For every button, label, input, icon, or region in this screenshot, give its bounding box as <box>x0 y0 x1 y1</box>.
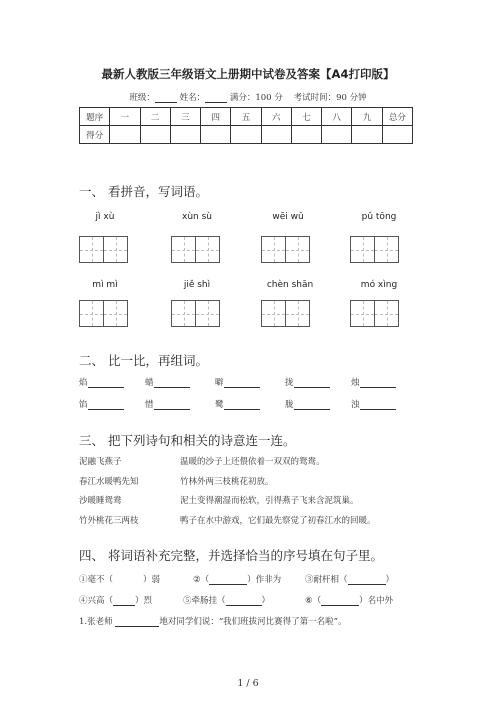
writing-grid[interactable] <box>261 300 286 327</box>
poem-meaning[interactable]: 温暖的沙子上还偎依着一双双的鸳鸯。 <box>180 457 325 467</box>
writing-grid[interactable] <box>261 236 286 263</box>
class-blank <box>155 93 177 103</box>
compare-char: 噼 <box>215 378 224 388</box>
compare-item <box>351 376 396 388</box>
answer-blank[interactable] <box>294 378 330 388</box>
writing-grid[interactable] <box>195 300 220 327</box>
section1-heading: 一、 看拼音，写词语。 <box>79 184 208 199</box>
compare-char: 浊 <box>351 400 360 410</box>
writing-grid[interactable] <box>285 236 310 263</box>
score-input-cell[interactable] <box>201 126 231 144</box>
idiom-text: ⑥（ <box>305 596 322 606</box>
score-input-cell[interactable] <box>231 126 261 144</box>
score-header-row <box>80 108 413 126</box>
sentence-text: 1.张老师 <box>79 617 113 627</box>
compare-item <box>351 398 396 410</box>
writing-grid[interactable] <box>79 236 104 263</box>
pinyin-label: pǔ tōng <box>361 212 397 222</box>
section2-heading: 二、 比一比，再组词。 <box>79 353 208 368</box>
pinyin-label: jiě shì <box>183 280 211 290</box>
page-number: 1 / 6 <box>237 678 259 689</box>
score-input-cell[interactable] <box>291 126 321 144</box>
writing-grid[interactable] <box>171 236 196 263</box>
idiom-text: ）作非为 <box>247 575 282 585</box>
idiom-row <box>305 594 393 606</box>
writing-grid[interactable] <box>103 300 128 327</box>
idiom-row <box>193 573 281 585</box>
score-value-row <box>80 126 413 144</box>
writing-grid[interactable] <box>350 236 375 263</box>
score-cell: 九 <box>352 108 382 126</box>
writing-grid[interactable] <box>350 300 375 327</box>
time-label: 考试时间：90 分钟 <box>293 93 367 103</box>
score-cell: 一 <box>110 108 140 126</box>
idiom-row <box>79 573 160 585</box>
score-cell: 题序 <box>80 108 110 126</box>
idiom-text: ⑤牵肠挂（ <box>183 596 226 606</box>
name-blank <box>205 93 227 103</box>
score-input-cell[interactable] <box>352 126 382 144</box>
compare-char: 惜 <box>145 400 154 410</box>
compare-item <box>79 398 124 410</box>
compare-item <box>79 376 124 388</box>
compare-item <box>215 398 260 410</box>
idiom-blank[interactable] <box>209 575 247 585</box>
poem-line[interactable]: 春江水暖鸭先知 <box>79 477 139 487</box>
poem-meaning[interactable]: 泥土变得潮湿而松软，引得燕子飞来含泥筑巢。 <box>180 496 359 506</box>
compare-char: 焰 <box>79 378 88 388</box>
exam-info <box>0 91 496 103</box>
answer-blank[interactable] <box>224 378 260 388</box>
idiom-blank[interactable] <box>226 596 262 606</box>
writing-grid[interactable] <box>285 300 310 327</box>
score-cell: 二 <box>140 108 170 126</box>
compare-char: 馅 <box>79 400 88 410</box>
idiom-text: ②（ <box>193 575 210 585</box>
score-cell: 八 <box>322 108 352 126</box>
compare-char: 烛 <box>351 378 360 388</box>
idiom-text: ） <box>261 596 271 606</box>
idiom-row <box>183 594 270 606</box>
score-row-label: 得分 <box>80 126 110 144</box>
answer-blank[interactable] <box>154 400 190 410</box>
idiom-blank[interactable] <box>113 596 135 606</box>
section3-heading: 三、 把下列诗句和相关的诗意连一连。 <box>79 433 296 448</box>
pinyin-label: xùn sù <box>182 212 212 222</box>
compare-char: 蜡 <box>145 378 154 388</box>
answer-blank[interactable] <box>88 400 124 410</box>
pinyin-label: chèn shān <box>266 280 314 290</box>
idiom-text: ）弱 <box>143 575 161 585</box>
score-input-cell[interactable] <box>140 126 170 144</box>
score-label: 满分：100 分 <box>229 93 283 103</box>
compare-char: 拢 <box>285 378 294 388</box>
pinyin-label: mó xìng <box>360 280 398 290</box>
score-input-cell[interactable] <box>170 126 200 144</box>
sentence-1 <box>79 615 347 627</box>
answer-blank[interactable] <box>294 400 330 410</box>
pinyin-label: wēi wǔ <box>272 212 304 222</box>
idiom-text: ④兴高（ <box>79 596 114 606</box>
compare-item <box>285 376 330 388</box>
poem-line[interactable]: 泥融飞燕子 <box>79 457 122 467</box>
sentence-text: 地对同学们说：“我们班拔河比赛得了第一名啦”。 <box>159 617 347 627</box>
poem-line[interactable]: 沙暖睡鸳鸯 <box>79 496 122 506</box>
score-cell: 七 <box>291 108 321 126</box>
idiom-blank[interactable] <box>321 596 359 606</box>
writing-grid[interactable] <box>195 236 220 263</box>
idiom-text: ）烈 <box>135 596 153 606</box>
page-title: 最新人教版三年级语文上册期中试卷及答案【A4打印版】 <box>101 67 395 81</box>
poem-line[interactable]: 竹外桃花三两枝 <box>79 516 139 526</box>
name-label: 姓名： <box>179 93 206 103</box>
idiom-row <box>305 573 394 585</box>
answer-blank[interactable] <box>154 378 190 388</box>
poem-meaning[interactable]: 鸭子在水中游戏，它们最先察觉了初春江水的回暖。 <box>180 516 376 526</box>
score-cell: 总分 <box>382 108 412 126</box>
answer-blank[interactable] <box>88 378 124 388</box>
score-input-cell[interactable] <box>382 126 412 144</box>
idiom-text: ①毫不（ <box>79 575 114 585</box>
score-table <box>79 107 413 144</box>
writing-grid[interactable] <box>171 300 196 327</box>
answer-blank[interactable] <box>360 378 396 388</box>
score-input-cell[interactable] <box>110 126 140 144</box>
compare-char: 胧 <box>285 400 294 410</box>
score-input-cell[interactable] <box>261 126 291 144</box>
pinyin-label: jì xù <box>95 212 115 222</box>
score-input-cell[interactable] <box>322 126 352 144</box>
idiom-blank[interactable] <box>348 575 386 585</box>
compare-item <box>145 398 190 410</box>
compare-item <box>285 398 330 410</box>
score-cell: 三 <box>170 108 200 126</box>
answer-blank[interactable] <box>224 400 260 410</box>
pinyin-label: mì mì <box>92 280 118 290</box>
writing-grid[interactable] <box>374 236 399 263</box>
section4-heading: 四、 将词语补充完整，并选择恰当的序号填在句子里。 <box>79 548 383 563</box>
poem-meaning[interactable]: 竹林外两三枝桃花初放。 <box>180 477 274 487</box>
compare-char: 鹭 <box>215 400 224 410</box>
class-label: 班级： <box>129 93 155 103</box>
score-cell: 五 <box>231 108 261 126</box>
compare-item <box>145 376 190 388</box>
idiom-text: ）名中外 <box>359 596 394 606</box>
score-cell: 六 <box>261 108 291 126</box>
score-cell: 四 <box>201 108 231 126</box>
answer-blank[interactable] <box>360 400 396 410</box>
sentence-blank[interactable] <box>115 617 159 627</box>
writing-grid[interactable] <box>103 236 128 263</box>
compare-item <box>215 376 260 388</box>
writing-grid[interactable] <box>374 300 399 327</box>
idiom-row <box>79 594 152 606</box>
idiom-text: ） <box>385 575 395 585</box>
writing-grid[interactable] <box>79 300 104 327</box>
idiom-text: ③耐杆相（ <box>305 575 348 585</box>
